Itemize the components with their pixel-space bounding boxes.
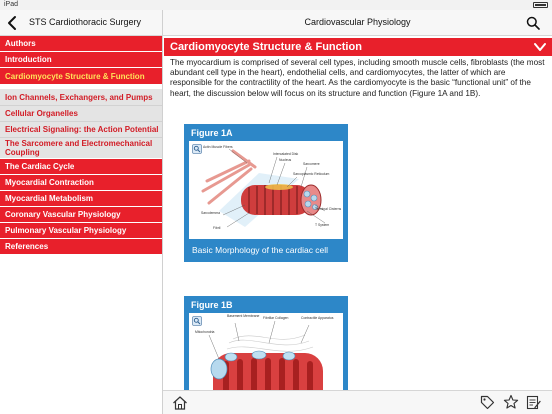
figure-label: Fibril [213,226,221,230]
sidebar-item-introduction[interactable] [0,52,162,67]
content-pane[interactable] [164,36,552,390]
sidebar-item-cardiomyocyte[interactable] [0,68,162,84]
section-title: Cardiomyocyte Structure & Function [170,41,362,53]
sidebar-item-sarcomere[interactable] [0,137,162,158]
figure-image[interactable] [189,313,343,390]
sidebar-item-label: Myocardial Contraction [5,178,94,187]
figure-label: Nucleus [279,158,292,162]
figure-label: Intercalated Disk [273,152,299,156]
page-title: Cardiovascular Physiology [304,17,411,27]
sidebar-item-label: Electrical Signaling: the Action Potential [5,125,159,134]
sidebar-item-pulmonary[interactable] [0,223,162,238]
star-icon[interactable] [503,394,519,410]
figure-label: Fibrillar Collagen [263,316,289,320]
home-icon[interactable] [172,395,188,411]
intro-paragraph: The myocardium is comprised of several cell types, including smooth muscle cells, fibroblasts (the most abundant cell type in the heart), endothelial cells, and cardiomyocytes, the latter of which are responsible for the contractility of the heart. As the cardiomyocyte is the basic “functional unit” of the heart, the discussion below will focus on its structure and function (Figure 1A and 1B). [170,58,545,98]
figure-label: Sarcomere [303,162,320,166]
chevron-down-icon[interactable] [534,42,546,52]
figure-label: Mitochondria [195,330,215,334]
status-bar [0,0,552,10]
sidebar-item-electrical-signaling[interactable] [0,121,162,137]
figure-label: Sarcolemma [201,211,221,215]
figure-label: Contractile Apparatus [301,316,334,320]
figure-label: Actin Muscle Fibers [203,145,233,149]
sidebar-item-label: The Cardiac Cycle [5,162,75,171]
sidebar-item-coronary[interactable] [0,207,162,222]
figure-caption: Basic Morphology of the cardiac cell [185,239,347,261]
zoom-icon[interactable] [192,316,202,326]
figure-label: Sarcoplasmic Reticulum [293,172,330,176]
section-header[interactable] [164,38,552,56]
sidebar-item-label: Ion Channels, Exchangers, and Pumps [5,92,153,102]
sidebar-item-organelles[interactable] [0,105,162,121]
carrier-label: iPad [4,1,19,8]
figure-label: Terminal Cisterns [315,207,342,211]
search-icon[interactable] [526,16,540,30]
figure-label: T System [315,223,330,227]
sidebar-item-references[interactable] [0,239,162,254]
sidebar-item-label: References [5,242,49,251]
cardiac-cell-illustration [189,141,343,239]
sidebar-item-label: Myocardial Metabolism [5,194,94,203]
figure-1b[interactable] [184,296,348,390]
sidebar-item-label: Pulmonary Vascular Physiology [5,226,127,235]
tag-icon[interactable] [480,395,495,410]
zoom-icon[interactable] [192,144,202,154]
figure-title: Figure 1A [185,125,347,141]
figure-title: Figure 1B [185,297,347,313]
chevron-left-icon[interactable] [5,15,19,31]
sidebar-item-label: Coronary Vascular Physiology [5,210,121,219]
figure-1a[interactable] [184,124,348,262]
sidebar [0,36,163,414]
sidebar-item-authors[interactable] [0,36,162,51]
sidebar-item-label: Cellular Organelles [5,109,78,118]
figure-image[interactable] [189,141,343,239]
sidebar-item-label: Cardiomyocyte Structure & Function [5,71,145,81]
battery-icon [533,2,548,8]
cardiomyocyte-illustration [189,313,343,390]
sidebar-nav-bar [0,10,163,36]
sidebar-item-label: Introduction [5,55,52,64]
sidebar-item-myocardial-contraction[interactable] [0,175,162,190]
sidebar-item-label: Authors [5,39,36,48]
sidebar-item-label: The Sarcomere and Electromechanical Coupling [5,139,153,157]
sidebar-item-ion-channels[interactable] [0,89,162,105]
bottom-toolbar [163,390,552,414]
sidebar-item-cardiac-cycle[interactable] [0,159,162,174]
sidebar-title: STS Cardiothoracic Surgery [29,17,142,27]
figure-label: Basement Membrane [227,314,260,318]
content-nav-bar [163,10,552,36]
sidebar-item-myocardial-metabolism[interactable] [0,191,162,206]
notes-icon[interactable] [526,395,541,410]
